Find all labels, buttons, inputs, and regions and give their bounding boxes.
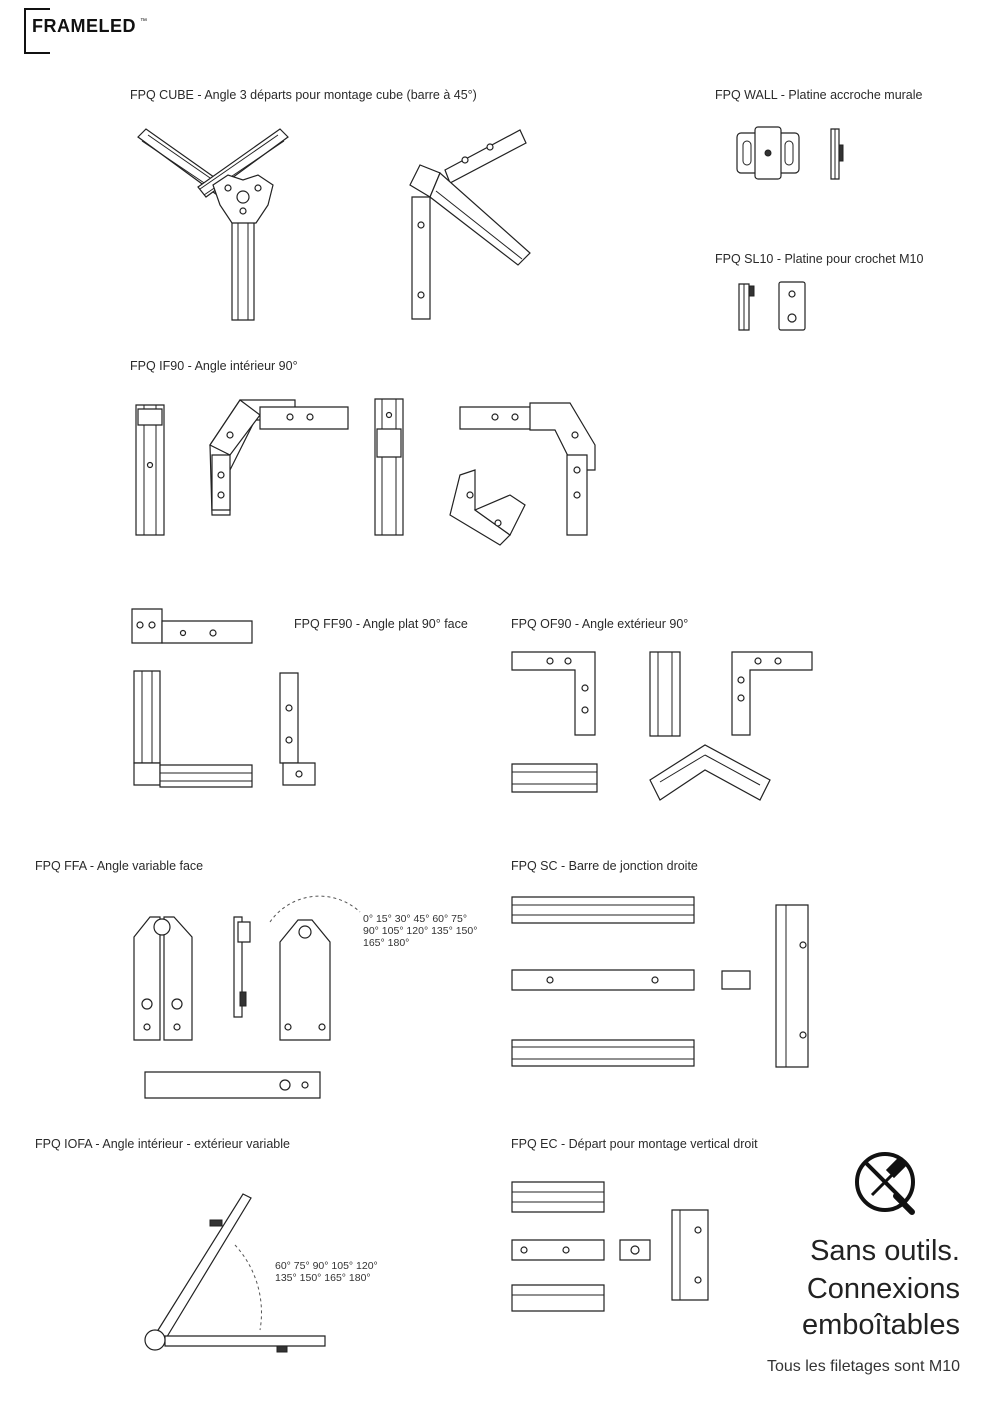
ffa-angles-line-1: 0° 15° 30° 45° 60° 75° (363, 913, 468, 925)
ffa-angle-list (363, 913, 477, 949)
section-title-cube: FPQ CUBE - Angle 3 départs pour montage cube (barre à 45°) (130, 88, 477, 102)
ff90-connector-drawings (128, 605, 328, 795)
logo-text: FRAMELED (32, 16, 136, 36)
section-title-sc: FPQ SC - Barre de jonction droite (511, 859, 698, 873)
cube-connector-side-drawing (390, 125, 530, 325)
no-tools-icon (852, 1150, 922, 1216)
section-title-iofa: FPQ IOFA - Angle intérieur - extérieur variable (35, 1137, 290, 1151)
sc-bar-drawings (510, 895, 815, 1075)
iofa-angles-line-1: 60° 75° 90° 105° 120° (275, 1260, 378, 1272)
ec-connector-drawings (510, 1180, 725, 1315)
ffa-angles-line-2: 90° 105° 120° 135° 150° (363, 925, 478, 937)
frameled-logo (24, 8, 147, 50)
wall-plate-drawing (735, 125, 860, 185)
section-title-ffa: FPQ FFA - Angle variable face (35, 859, 204, 873)
section-title-if90: FPQ IF90 - Angle intérieur 90° (130, 359, 298, 373)
iofa-angle-list (275, 1260, 378, 1284)
logo-trademark: ™ (140, 18, 147, 25)
if90-connector-drawings (130, 395, 600, 550)
sl10-plate-drawing (735, 280, 815, 335)
section-title-of90: FPQ OF90 - Angle extérieur 90° (511, 617, 689, 631)
tagline-line-1: Sans outils. (810, 1235, 960, 1267)
cube-connector-front-drawing (128, 125, 298, 325)
ffa-angles-line-3: 165° 180° (363, 937, 410, 949)
section-title-ff90: FPQ FF90 - Angle plat 90° face (294, 617, 468, 631)
iofa-angles-line-2: 135° 150° 165° 180° (275, 1272, 371, 1284)
thread-note: Tous les filetages sont M10 (767, 1358, 960, 1375)
tagline-line-2: Connexions (806, 1273, 960, 1305)
section-title-wall: FPQ WALL - Platine accroche murale (715, 88, 923, 102)
section-title-ec: FPQ EC - Départ pour montage vertical droit (511, 1137, 758, 1151)
ffa-connector-drawings (130, 892, 360, 1102)
of90-connector-drawings (510, 650, 820, 805)
tagline-line-3: emboîtables (802, 1309, 960, 1341)
section-title-sl10: FPQ SL10 - Platine pour crochet M10 (715, 252, 924, 266)
